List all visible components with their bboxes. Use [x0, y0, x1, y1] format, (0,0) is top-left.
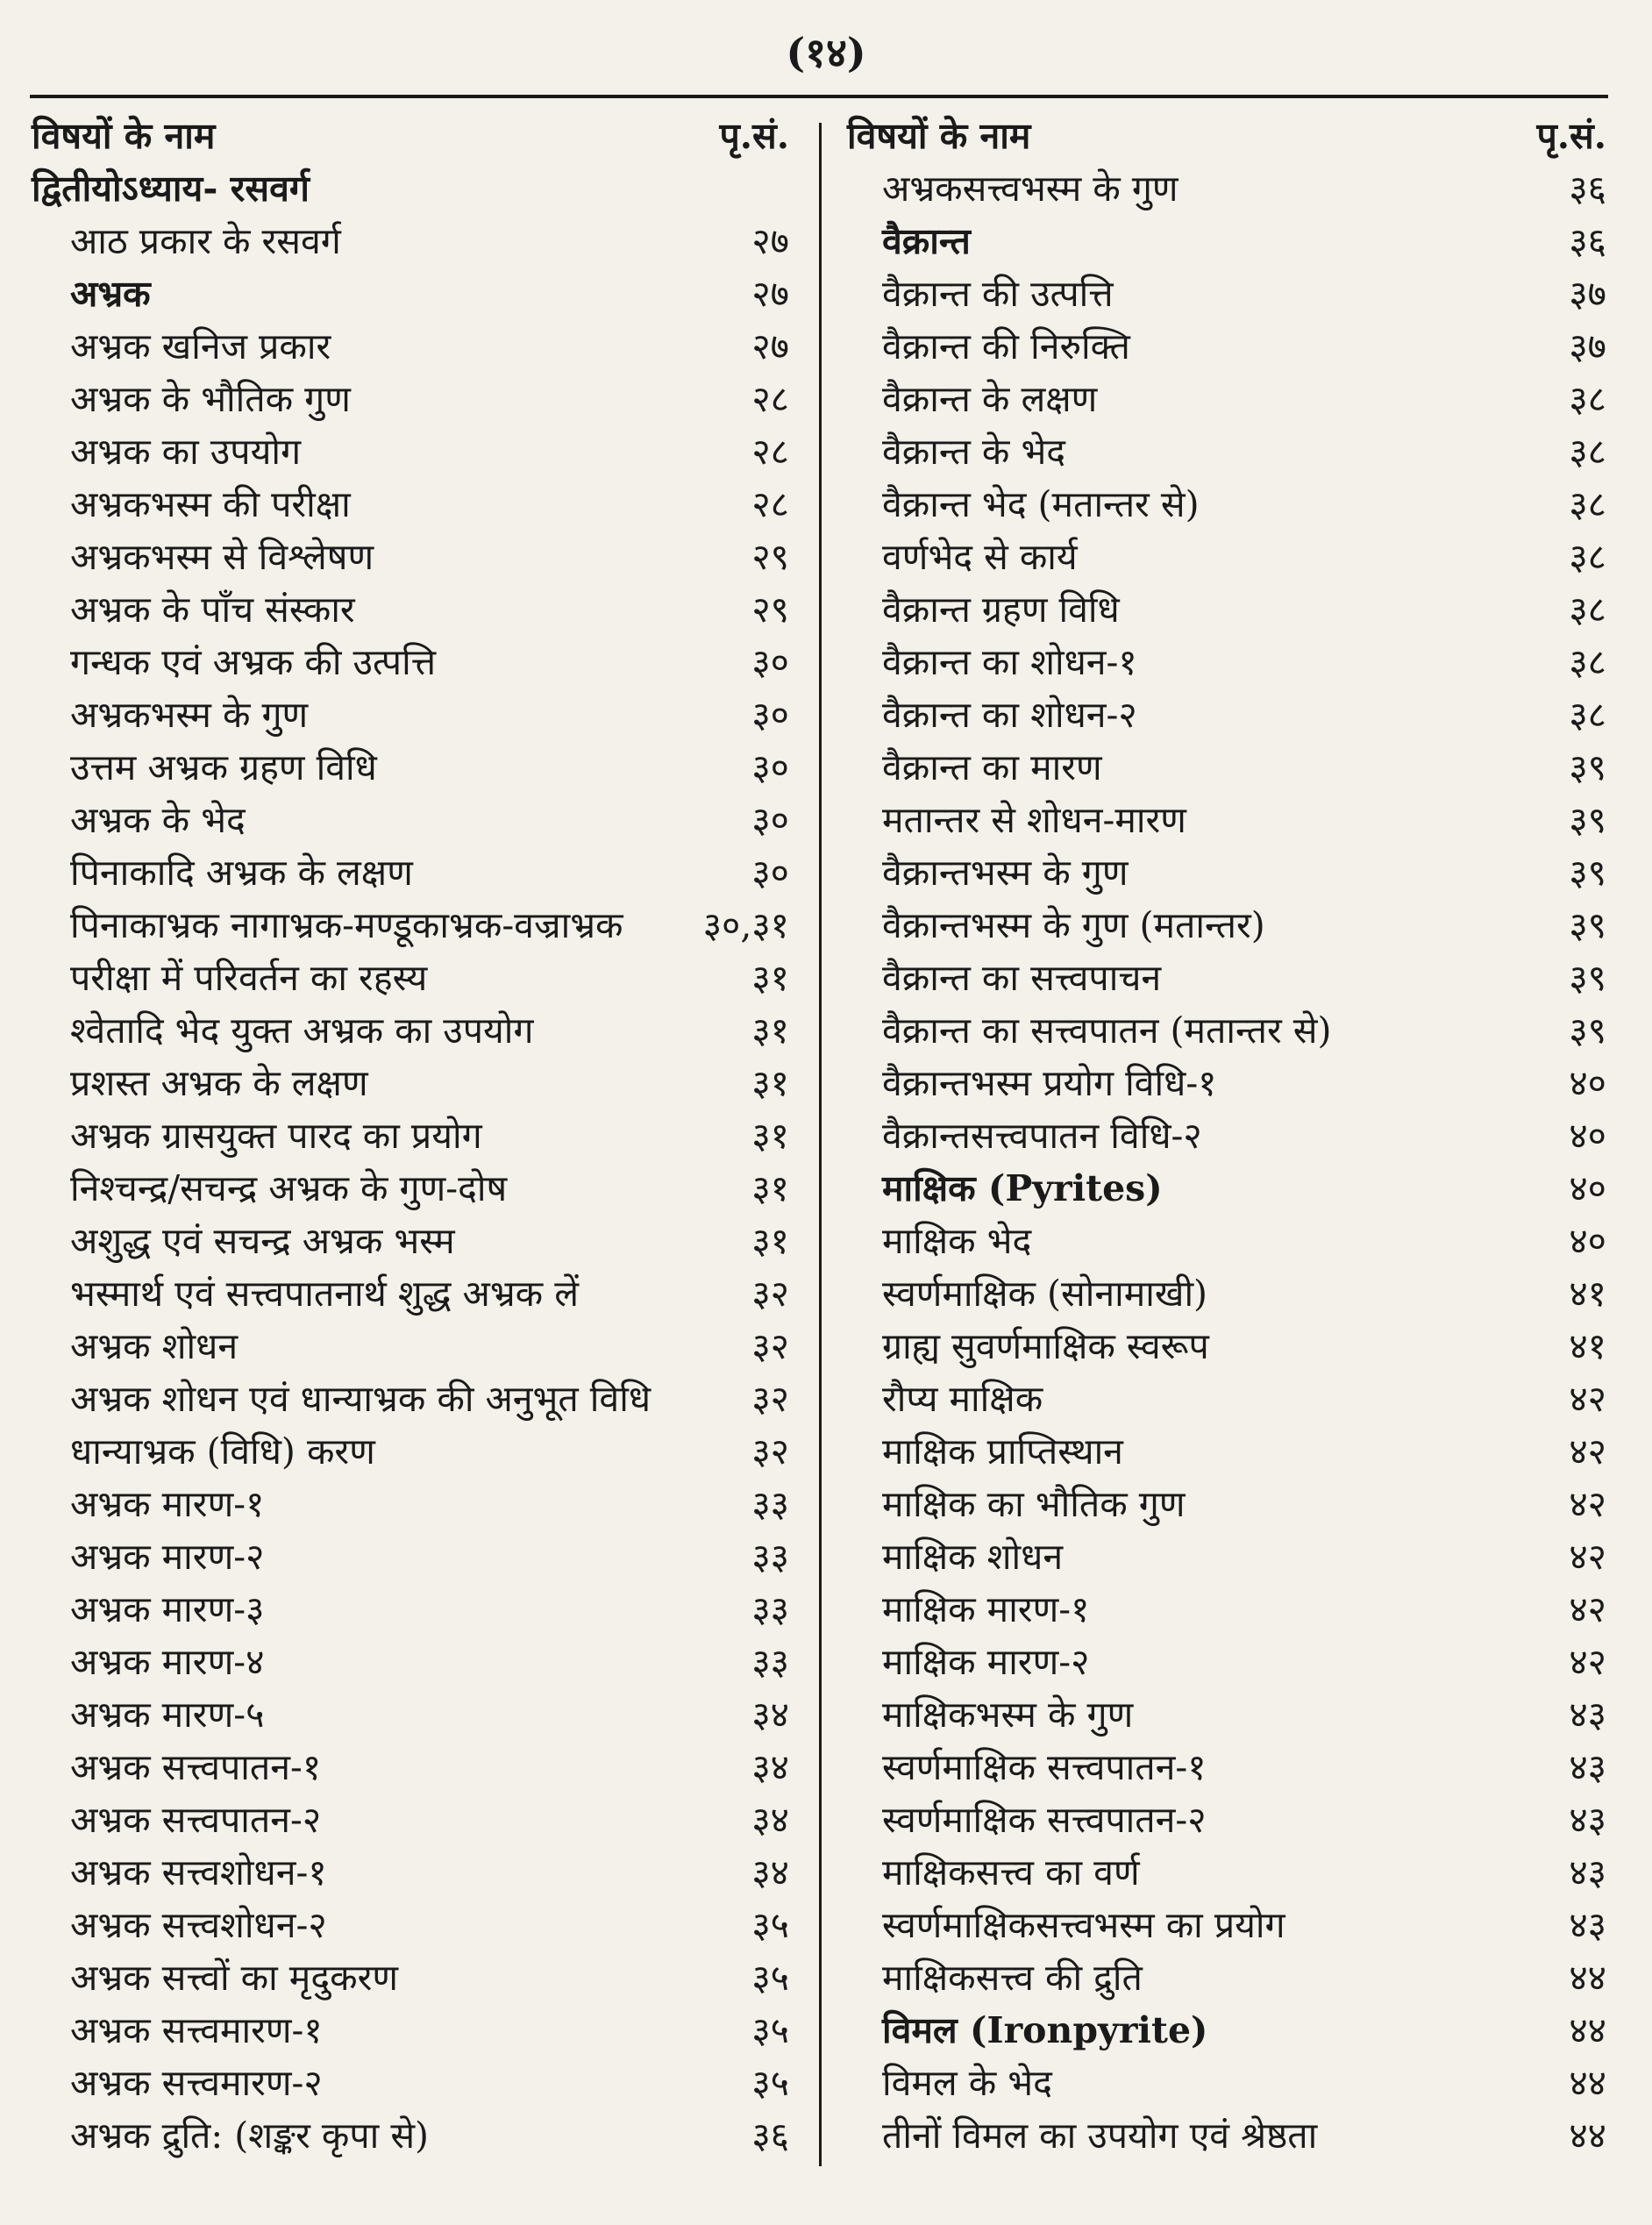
toc-entry-page: ४०: [1569, 1167, 1606, 1209]
toc-entry-title: विमल के भेद: [882, 2062, 1052, 2104]
toc-entry-title: अभ्रक के भौतिक गुण: [70, 378, 351, 420]
toc-entry-title: वैक्रान्त का शोधन-२: [882, 694, 1137, 736]
toc-entry-page: ३०,३१: [702, 904, 789, 946]
right-header-title: विषयों के नाम: [847, 115, 1031, 157]
toc-entry-title: माक्षिक मारण-१: [882, 1588, 1090, 1630]
toc-entry-page: २८: [751, 378, 789, 420]
toc-entry-page: ३८: [1569, 536, 1606, 578]
toc-entry-title: अभ्रक सत्त्वपातन-१: [70, 1746, 322, 1788]
toc-entry-title: माक्षिकभस्म के गुण: [882, 1694, 1134, 1736]
toc-entry: [32, 425, 794, 478]
toc-entry-title: स्वर्णमाक्षिक सत्त्वपातन-२: [882, 1799, 1207, 1841]
toc-entry-page: ४४: [1569, 1957, 1606, 1999]
toc-entry: [32, 1215, 794, 1267]
toc-entry: [32, 688, 794, 741]
toc-entry-page: ४०: [1569, 1062, 1606, 1104]
toc-entry-page: ४२: [1569, 1378, 1606, 1420]
toc-entry: [847, 1004, 1612, 1057]
toc-entry: [847, 478, 1612, 531]
toc-entry-title: अभ्रक सत्त्वशोधन-२: [70, 1904, 327, 1946]
toc-entry-title: अभ्रक का उपयोग: [70, 431, 302, 473]
toc-entry: [32, 1057, 794, 1109]
toc-entry-page: २७: [751, 220, 789, 262]
toc-entry-page: ३४: [751, 1694, 789, 1736]
toc-entry: [32, 1162, 794, 1215]
toc-entry: [32, 267, 794, 320]
toc-entry-title: स्वर्णमाक्षिक (सोनामाखी): [882, 1273, 1208, 1315]
toc-entry: [847, 215, 1612, 267]
toc-entry-title: अभ्रक मारण-३: [70, 1588, 265, 1630]
toc-entry-page: ४२: [1569, 1588, 1606, 1630]
toc-entry-page: ४४: [1569, 2009, 1606, 2051]
toc-entry: [32, 846, 794, 899]
chapter-title: द्वितीयोऽध्याय- रसवर्ग: [32, 168, 310, 210]
toc-entry-page: ३९: [1569, 957, 1606, 999]
toc-entry-page: ३८: [1569, 431, 1606, 473]
toc-entry-page: ३४: [751, 1851, 789, 1893]
toc-entry: [847, 162, 1612, 215]
toc-entry-page: ३६: [751, 2114, 789, 2157]
toc-entry: [32, 899, 794, 952]
toc-entry: [847, 2057, 1612, 2109]
toc-entry-page: ३८: [1569, 483, 1606, 525]
toc-entry-title: पिनाकाभ्रक नागाभ्रक-मण्डूकाभ्रक-वज्राभ्रक: [70, 904, 623, 946]
toc-entry-title: वैक्रान्त का शोधन-१: [882, 641, 1137, 683]
toc-entry-title: परीक्षा में परिवर्तन का रहस्य: [70, 957, 428, 999]
toc-entry: [32, 1320, 794, 1373]
toc-entry: [847, 583, 1612, 636]
toc-entry-page: ३०: [751, 799, 789, 841]
toc-entry-page: ४१: [1569, 1325, 1606, 1367]
toc-entry-page: ३९: [1569, 746, 1606, 788]
toc-entry-title: गन्धक एवं अभ्रक की उत्पत्ति: [70, 641, 437, 683]
toc-entry: [847, 1846, 1612, 1899]
toc-entry-title: वैक्रान्त का सत्त्वपाचन: [882, 957, 1162, 999]
toc-entry-title: अभ्रक सत्त्वमारण-१: [70, 2009, 323, 2051]
toc-entry-page: ३१: [751, 1167, 789, 1209]
toc-entry: [32, 1794, 794, 1846]
toc-entry-title: वैक्रान्तभस्म के गुण: [882, 852, 1129, 894]
toc-entry-title: उत्तम अभ्रक ग्रहण विधि: [70, 746, 377, 788]
toc-entry-page: ३१: [751, 1115, 789, 1157]
toc-entry-title: वैक्रान्त का सत्त्वपातन (मतान्तर से): [882, 1009, 1332, 1052]
toc-entry: [847, 373, 1612, 425]
column-divider: [819, 123, 822, 2166]
toc-entry: [32, 1741, 794, 1794]
toc-entry-page: ३३: [751, 1536, 789, 1578]
toc-entry-page: ३१: [751, 957, 789, 999]
toc-entry-page: ३८: [1569, 378, 1606, 420]
toc-entry-title: वैक्रान्तभस्म के गुण (मतान्तर): [882, 904, 1265, 946]
toc-entry: [847, 794, 1612, 846]
toc-entry-page: ३६: [1569, 220, 1606, 262]
toc-entry-title: अभ्रक सत्त्वपातन-२: [70, 1799, 322, 1841]
toc-entry: [847, 267, 1612, 320]
toc-entry-title: अभ्रक खनिज प्रकार: [70, 325, 331, 367]
toc-entry-page: ४१: [1569, 1273, 1606, 1315]
toc-entry: [847, 1478, 1612, 1530]
page-number: (१४): [786, 29, 866, 76]
toc-entry-title: श्वेतादि भेद युक्त अभ्रक का उपयोग: [70, 1009, 534, 1052]
toc-entry: [32, 1530, 794, 1583]
toc-entry-page: ४०: [1569, 1115, 1606, 1157]
toc-entry-page: ३२: [751, 1430, 789, 1473]
left-toc-list: [32, 215, 794, 2162]
toc-entry-title: वैक्रान्तसत्त्वपातन विधि-२: [882, 1115, 1202, 1157]
toc-entry: [32, 1373, 794, 1425]
left-header-title: विषयों के नाम: [32, 115, 216, 157]
toc-entry: [847, 1162, 1612, 1215]
toc-entry-title: माक्षिक शोधन: [882, 1536, 1064, 1578]
toc-entry-page: ३४: [751, 1799, 789, 1841]
toc-entry-title: वैक्रान्त का मारण: [882, 746, 1102, 788]
toc-entry: [847, 952, 1612, 1004]
toc-entry-title: विमल (Ironpyrite): [882, 2009, 1208, 2051]
toc-entry-title: अभ्रक शोधन एवं धान्याभ्रक की अनुभूत विधि: [70, 1378, 652, 1420]
toc-entry-title: अभ्रक ग्रासयुक्त पारद का प्रयोग: [70, 1115, 482, 1157]
toc-entry: [32, 1951, 794, 2004]
toc-entry: [32, 1688, 794, 1741]
toc-entry-title: वैक्रान्त के भेद: [882, 431, 1066, 473]
toc-entry-title: माक्षिक (Pyrites): [882, 1167, 1163, 1209]
toc-entry-title: अशुद्ध एवं सचन्द्र अभ्रक भस्म: [70, 1220, 455, 1262]
toc-entry: [847, 1215, 1612, 1267]
toc-entry-page: ३२: [751, 1325, 789, 1367]
toc-entry-page: ४४: [1569, 2062, 1606, 2104]
toc-entry-title: वैक्रान्त भेद (मतान्तर से): [882, 483, 1200, 525]
toc-entry: [847, 1794, 1612, 1846]
toc-entry-page: ३२: [751, 1378, 789, 1420]
toc-entry: [32, 531, 794, 583]
toc-entry-page: ३१: [751, 1062, 789, 1104]
toc-entry-title: मतान्तर से शोधन-मारण: [882, 799, 1186, 841]
toc-entry-page: ४२: [1569, 1536, 1606, 1578]
toc-entry: [847, 1583, 1612, 1636]
toc-entry: [32, 373, 794, 425]
toc-entry: [32, 794, 794, 846]
toc-entry: [32, 636, 794, 688]
toc-entry-page: ३७: [1569, 325, 1606, 367]
toc-entry-title: वैक्रान्तभस्म प्रयोग विधि-१: [882, 1062, 1217, 1104]
toc-entry: [847, 320, 1612, 373]
toc-entry-title: वर्णभेद से कार्य: [882, 536, 1078, 578]
toc-entry: [847, 1951, 1612, 2004]
toc-entry-page: ३०: [751, 746, 789, 788]
toc-entry-page: ३०: [751, 641, 789, 683]
toc-entry-title: अभ्रक: [70, 273, 151, 315]
toc-entry-title: अभ्रकभस्म से विश्लेषण: [70, 536, 374, 578]
toc-entry-title: निश्चन्द्र/सचन्द्र अभ्रक के गुण-दोष: [70, 1167, 508, 1209]
toc-entry-page: ४३: [1569, 1746, 1606, 1788]
toc-entry: [847, 2004, 1612, 2057]
toc-entry-title: माक्षिक भेद: [882, 1220, 1032, 1262]
right-header-page: पृ.सं.: [1536, 115, 1606, 157]
toc-entry: [32, 952, 794, 1004]
toc-entry-page: ४३: [1569, 1799, 1606, 1841]
toc-entry-title: अभ्रकभस्म की परीक्षा: [70, 483, 351, 525]
toc-entry-title: प्रशस्त अभ्रक के लक्षण: [70, 1062, 368, 1104]
toc-entry-page: ४२: [1569, 1641, 1606, 1683]
toc-entry-title: वैक्रान्त के लक्षण: [882, 378, 1098, 420]
toc-entry: [847, 425, 1612, 478]
toc-entry-page: २९: [751, 588, 789, 631]
toc-entry-page: ३१: [751, 1220, 789, 1262]
toc-entry: [847, 899, 1612, 952]
toc-entry-title: माक्षिकसत्त्व की द्रुति: [882, 1957, 1143, 1999]
toc-entry-title: तीनों विमल का उपयोग एवं श्रेष्ठता: [882, 2114, 1318, 2157]
toc-entry-title: माक्षिकसत्त्व का वर्ण: [882, 1851, 1140, 1893]
toc-entry-title: अभ्रकभस्म के गुण: [70, 694, 309, 736]
toc-entry: [847, 2109, 1612, 2162]
toc-entry: [32, 1478, 794, 1530]
toc-entry: [32, 1846, 794, 1899]
toc-entry-page: २७: [751, 273, 789, 315]
toc-entry: [847, 741, 1612, 794]
toc-entry-page: २७: [751, 325, 789, 367]
toc-entry: [32, 1583, 794, 1636]
toc-entry-title: माक्षिक प्राप्तिस्थान: [882, 1430, 1123, 1473]
toc-entry: [32, 1899, 794, 1951]
toc-entry-title: वैक्रान्त ग्रहण विधि: [882, 588, 1120, 631]
toc-entry: [847, 1373, 1612, 1425]
toc-entry: [847, 1688, 1612, 1741]
toc-entry-page: ३७: [1569, 273, 1606, 315]
toc-entry-page: ४२: [1569, 1430, 1606, 1473]
toc-entry-title: रौप्य माक्षिक: [882, 1378, 1043, 1420]
toc-entry-title: अभ्रकसत्त्वभस्म के गुण: [882, 168, 1178, 210]
toc-entry-title: माक्षिक का भौतिक गुण: [882, 1483, 1186, 1525]
toc-entry-title: अभ्रक के पाँच संस्कार: [70, 588, 355, 631]
toc-entry-page: ३१: [751, 1009, 789, 1052]
toc-entry-page: ४३: [1569, 1904, 1606, 1946]
left-header-page: पृ.सं.: [719, 115, 789, 157]
toc-entry-page: ४३: [1569, 1694, 1606, 1736]
top-rule: [30, 95, 1608, 98]
toc-entry-title: अभ्रक के भेद: [70, 799, 246, 841]
toc-entry-page: ३३: [751, 1588, 789, 1630]
toc-entry: [847, 1636, 1612, 1688]
toc-entry: [847, 1267, 1612, 1320]
toc-entry: [847, 1530, 1612, 1583]
toc-entry: [32, 1425, 794, 1478]
toc-entry-title: धान्याभ्रक (विधि) करण: [70, 1430, 375, 1473]
toc-entry-page: ३५: [751, 1904, 789, 1946]
toc-entry: [847, 846, 1612, 899]
toc-entry-title: वैक्रान्त की निरुक्ति: [882, 325, 1130, 367]
toc-entry: [847, 1899, 1612, 1951]
toc-entry-title: अभ्रक सत्त्वमारण-२: [70, 2062, 323, 2104]
toc-entry-title: वैक्रान्त: [882, 220, 971, 262]
chapter-heading: [32, 162, 794, 215]
toc-entry: [847, 1320, 1612, 1373]
toc-entry-title: स्वर्णमाक्षिक सत्त्वपातन-१: [882, 1746, 1207, 1788]
toc-entry: [847, 1741, 1612, 1794]
toc-entry-title: अभ्रक मारण-१: [70, 1483, 265, 1525]
left-column: [32, 110, 794, 2162]
toc-entry: [32, 215, 794, 267]
toc-entry-title: अभ्रक मारण-५: [70, 1694, 265, 1736]
left-column-header: [32, 110, 794, 162]
toc-entry-page: ३६: [1569, 168, 1606, 210]
toc-entry: [32, 320, 794, 373]
toc-entry-page: ३२: [751, 1273, 789, 1315]
toc-entry-page: ३०: [751, 852, 789, 894]
toc-entry-title: भस्मार्थ एवं सत्त्वपातनार्थ शुद्ध अभ्रक लें: [70, 1273, 579, 1315]
toc-entry: [847, 1109, 1612, 1162]
toc-entry-title: अभ्रक द्रुति: (शङ्कर कृपा से): [70, 2114, 430, 2157]
toc-entry: [32, 2109, 794, 2162]
toc-entry-page: ४०: [1569, 1220, 1606, 1262]
toc-entry-page: ३९: [1569, 852, 1606, 894]
toc-entry: [32, 2004, 794, 2057]
toc-entry: [32, 478, 794, 531]
toc-entry-page: ३५: [751, 2009, 789, 2051]
toc-entry: [32, 583, 794, 636]
toc-entry: [32, 1004, 794, 1057]
toc-entry-title: आठ प्रकार के रसवर्ग: [70, 220, 341, 262]
toc-entry-page: ३३: [751, 1483, 789, 1525]
toc-entry-page: ४४: [1569, 2114, 1606, 2157]
toc-entry-page: ३४: [751, 1746, 789, 1788]
right-toc-list: [847, 162, 1612, 2162]
toc-entry-page: ४३: [1569, 1851, 1606, 1893]
toc-entry-title: ग्राह्य सुवर्णमाक्षिक स्वरूप: [882, 1325, 1209, 1367]
toc-entry-page: ३८: [1569, 588, 1606, 631]
toc-entry: [32, 1109, 794, 1162]
toc-entry-title: स्वर्णमाक्षिकसत्त्वभस्म का प्रयोग: [882, 1904, 1285, 1946]
toc-entry-page: ३५: [751, 1957, 789, 1999]
toc-entry-title: अभ्रक शोधन: [70, 1325, 239, 1367]
toc-entry: [847, 531, 1612, 583]
toc-entry-page: ३८: [1569, 694, 1606, 736]
toc-entry-page: २८: [751, 483, 789, 525]
toc-entry: [847, 688, 1612, 741]
toc-entry-page: ३३: [751, 1641, 789, 1683]
toc-entry-title: पिनाकादि अभ्रक के लक्षण: [70, 852, 413, 894]
toc-entry-page: ३९: [1569, 1009, 1606, 1052]
toc-entry: [32, 1636, 794, 1688]
toc-entry-title: अभ्रक सत्त्वशोधन-१: [70, 1851, 327, 1893]
right-column: [847, 110, 1612, 2162]
toc-entry-page: ३०: [751, 694, 789, 736]
toc-entry-page: ३९: [1569, 799, 1606, 841]
toc-entry-page: २९: [751, 536, 789, 578]
toc-entry-page: २८: [751, 431, 789, 473]
toc-entry-page: ३८: [1569, 641, 1606, 683]
toc-entry-page: ४२: [1569, 1483, 1606, 1525]
toc-entry-title: माक्षिक मारण-२: [882, 1641, 1090, 1683]
toc-entry: [847, 1425, 1612, 1478]
toc-entry: [32, 2057, 794, 2109]
toc-entry: [32, 741, 794, 794]
toc-entry: [847, 636, 1612, 688]
toc-entry-page: ३९: [1569, 904, 1606, 946]
toc-entry-title: अभ्रक मारण-२: [70, 1536, 265, 1578]
toc-entry-title: अभ्रक मारण-४: [70, 1641, 265, 1683]
toc-entry: [847, 1057, 1612, 1109]
toc-entry-title: वैक्रान्त की उत्पत्ति: [882, 273, 1114, 315]
toc-entry-title: अभ्रक सत्त्वों का मृदुकरण: [70, 1957, 398, 1999]
toc-entry: [32, 1267, 794, 1320]
right-column-header: [847, 110, 1612, 162]
toc-entry-page: ३५: [751, 2062, 789, 2104]
